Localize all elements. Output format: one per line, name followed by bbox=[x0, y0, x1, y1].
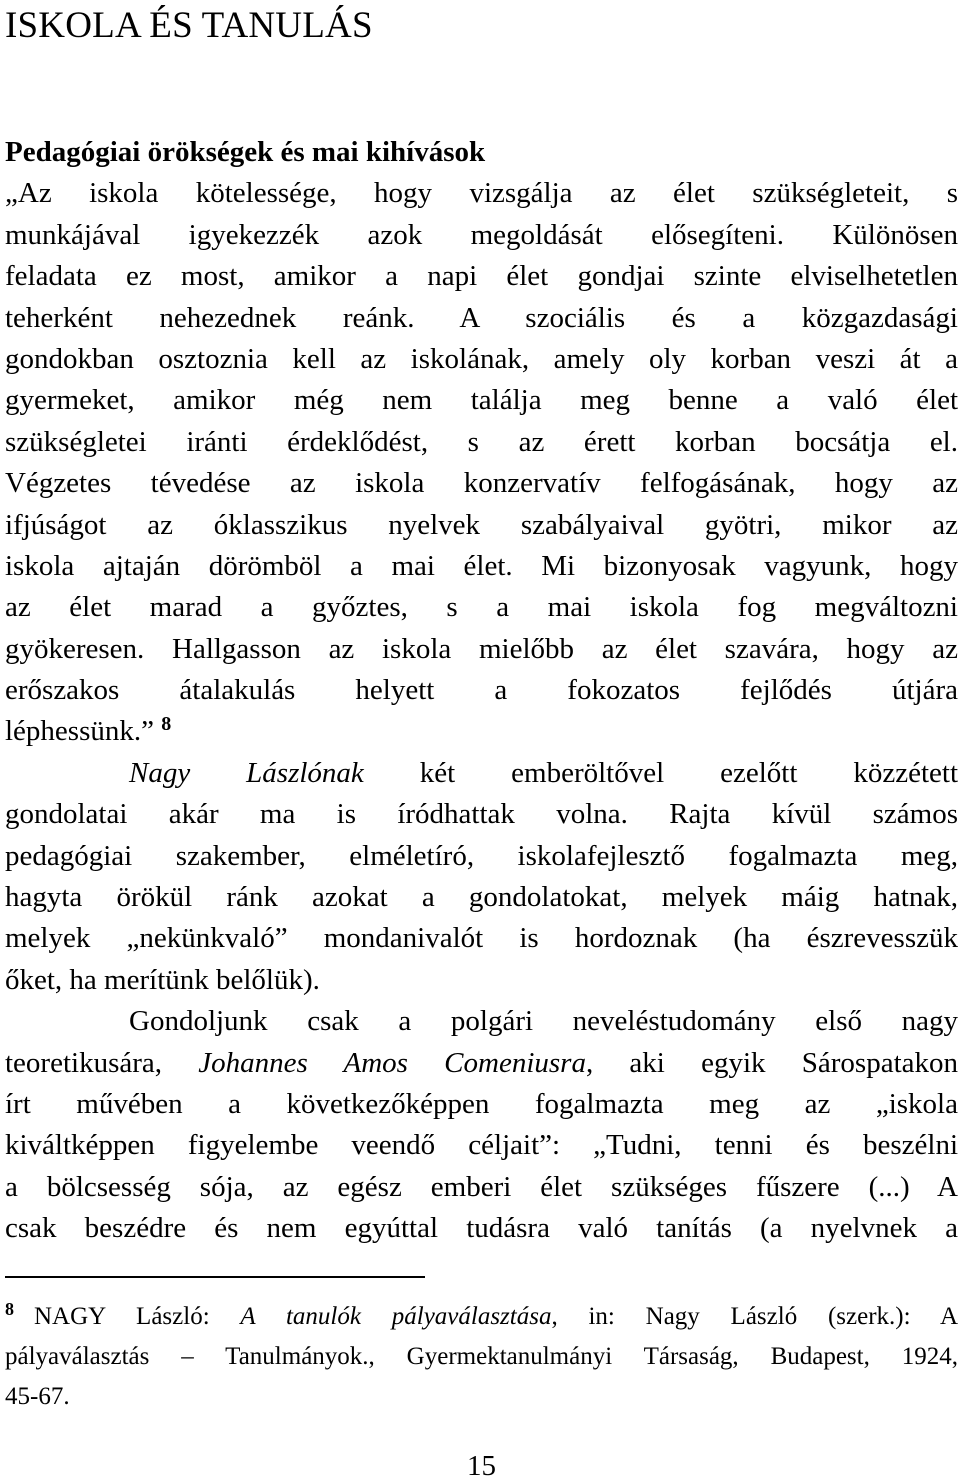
section-title: Pedagógiai örökségek és mai kihívások bbox=[5, 136, 486, 168]
text-line: teoretikusára, Johannes Amos Comeniusra, aki egyik Sárospatakon bbox=[5, 1046, 958, 1079]
footnote-marker: 8 bbox=[5, 1299, 14, 1319]
footnote-line: 45-67. bbox=[5, 1383, 70, 1410]
text-line: gondolatai akár ma is íródhattak volna. Rajta kívül számos bbox=[5, 798, 958, 831]
text-line: feladata ez most, amikor a napi élet gondjai szinte elviselhetetlen bbox=[5, 260, 958, 293]
text-line: munkájával igyekezzék azok megoldását elősegíteni. Különösen bbox=[5, 218, 958, 251]
footnote-line: pályaválasztás – Tanulmányok., Gyermektanulmányi Társaság, Budapest, 1924, bbox=[5, 1343, 958, 1370]
text-line: „Az iskola kötelessége, hogy vizsgálja az élet szükségleteit, s bbox=[5, 177, 958, 210]
quote-end-text: léphessünk.” bbox=[5, 715, 154, 748]
text-line: teherként nehezednek reánk. A szociális és a közgazdasági bbox=[5, 301, 958, 334]
footnote-reference[interactable]: 8 bbox=[161, 713, 172, 736]
article-body bbox=[5, 132, 958, 1250]
footnote-divider bbox=[5, 1276, 425, 1278]
text-line: Gondoljunk csak a polgári neveléstudomány első nagy bbox=[129, 1005, 958, 1038]
footnote-title: A tanulók pályaválasztása bbox=[240, 1303, 552, 1330]
document-page bbox=[5, 0, 958, 1483]
text-line bbox=[5, 711, 958, 752]
text-line: Nagy Lászlónak két emberöltővel ezelőtt közzétett bbox=[129, 756, 959, 789]
text-line: gondokban osztoznia kell az iskolának, amely oly korban veszi át a bbox=[5, 342, 958, 375]
text-line: hagyta örökül ránk azokat a gondolatokat, melyek máig hatnak, bbox=[5, 881, 958, 914]
text-line: az élet marad a győztes, s a mai iskola fog megváltozni bbox=[5, 591, 958, 624]
text-line: írt művében a következőképpen fogalmazta meg az „iskola bbox=[5, 1087, 958, 1120]
text-line: a bölcsesség sója, az egész emberi élet szükséges fűszere (...) A bbox=[5, 1170, 958, 1203]
footnote-line: $^8$ NAGY László: A tanulók pályaválasztása, in: Nagy László (szerk.): A bbox=[5, 1299, 958, 1330]
text-line: gyökeresen. Hallgasson az iskola mielőbb az élet szavára, hogy az bbox=[5, 632, 958, 665]
text-line: csak beszédre és nem egyúttal tudásra való tanítás (a nyelvnek a bbox=[5, 1212, 958, 1245]
footnote bbox=[5, 1297, 958, 1417]
text-line: pedagógiai szakember, elméletíró, iskolafejlesztő fogalmazta meg, bbox=[5, 839, 958, 872]
author-name: Nagy Lászlónak bbox=[129, 756, 364, 789]
text-line: őket, ha merítünk belőlük). bbox=[5, 963, 320, 996]
text-line: kiváltképpen figyelembe veendő céljait”: „Tudni, tenni és beszélni bbox=[5, 1129, 958, 1162]
text-line: szükségletei iránti érdeklődést, s az érett korban bocsátja el. bbox=[5, 425, 958, 458]
text-line: erőszakos átalakulás helyett a fokozatos fejlődés útjára bbox=[5, 674, 958, 707]
text-line: melyek „nekünkvaló” mondanivalót is hordoznak (ha észrevesszük bbox=[5, 922, 958, 955]
text-line: ifjúságot az óklasszikus nyelvek szabályaival gyötri, mikor az bbox=[5, 508, 958, 541]
chapter-title: ISKOLA ÉS TANULÁS bbox=[5, 5, 373, 46]
author-name: Johannes Amos Comeniusra bbox=[198, 1046, 586, 1079]
text-line: gyermeket, amikor még nem találja meg benne a való élet bbox=[5, 384, 958, 417]
text-line: iskola ajtaján dörömböl a mai élet. Mi bizonyosak vagyunk, hogy bbox=[5, 549, 958, 582]
page-number: 15 bbox=[467, 1450, 496, 1482]
text-line: Végzetes tévedése az iskola konzervatív felfogásának, hogy az bbox=[5, 467, 958, 500]
